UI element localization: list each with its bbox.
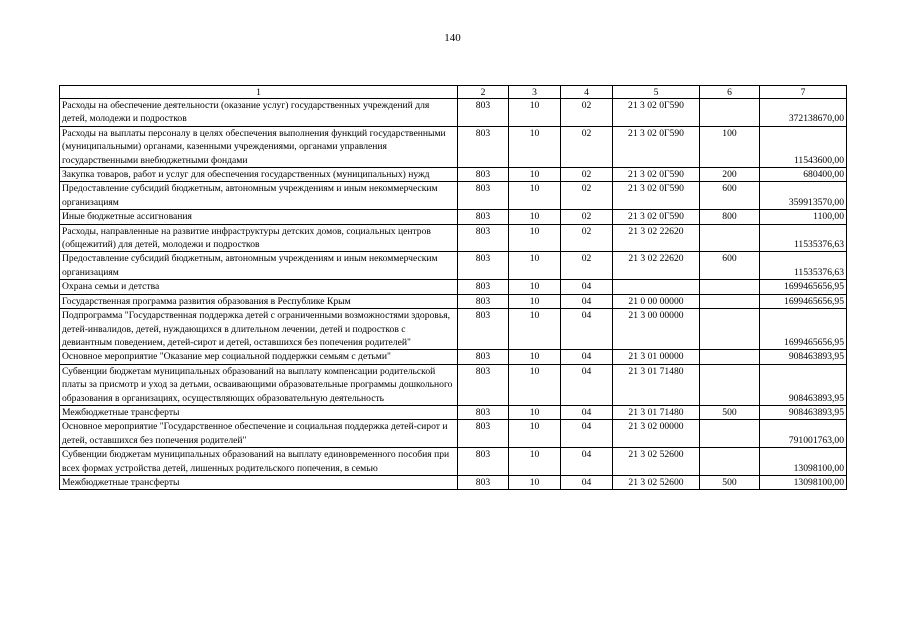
section-code-cell: 10 — [509, 475, 561, 489]
ministry-code-cell: 803 — [458, 224, 509, 252]
amount-cell: 908463893,95 — [760, 405, 847, 419]
section-code-cell: 10 — [509, 405, 561, 419]
section-code-cell: 10 — [509, 210, 561, 224]
ministry-code-cell: 803 — [458, 126, 509, 167]
table-row — [60, 448, 847, 476]
target-item-cell: 21 3 02 0Г590 — [613, 99, 700, 127]
subsection-code-cell: 02 — [561, 224, 613, 252]
ministry-code-cell: 803 — [458, 294, 509, 308]
expense-type-cell — [700, 280, 760, 294]
table-row — [60, 224, 847, 252]
column-header: 7 — [760, 86, 847, 99]
expense-type-cell — [700, 350, 760, 364]
section-code-cell: 10 — [509, 364, 561, 405]
budget-table — [59, 85, 847, 490]
table-row — [60, 420, 847, 448]
expense-name-cell: Охрана семьи и детства — [60, 280, 458, 294]
expense-name-cell: Расходы, направленные на развитие инфраструктуры детских домов, социальных центров (общежитий) для детей, молодежи и подростков — [60, 224, 458, 252]
table-row — [60, 309, 847, 350]
subsection-code-cell: 04 — [561, 364, 613, 405]
section-code-cell: 10 — [509, 99, 561, 127]
expense-name-cell: Государственная программа развития образования в Республике Крым — [60, 294, 458, 308]
ministry-code-cell: 803 — [458, 168, 509, 182]
section-code-cell: 10 — [509, 294, 561, 308]
expense-type-cell — [700, 448, 760, 476]
expense-name-cell: Расходы на обеспечение деятельности (оказание услуг) государственных учреждений для детей, молодежи и подростков — [60, 99, 458, 127]
section-code-cell: 10 — [509, 280, 561, 294]
subsection-code-cell: 02 — [561, 182, 613, 210]
expense-type-cell: 600 — [700, 182, 760, 210]
subsection-code-cell: 04 — [561, 420, 613, 448]
section-code-cell: 10 — [509, 168, 561, 182]
expense-name-cell: Основное мероприятие "Оказание мер социальной поддержки семьям с детьми" — [60, 350, 458, 364]
amount-cell: 1699465656,95 — [760, 309, 847, 350]
expense-type-cell: 100 — [700, 126, 760, 167]
target-item-cell: 21 3 00 00000 — [613, 309, 700, 350]
table-row — [60, 210, 847, 224]
table-row — [60, 405, 847, 419]
amount-cell: 791001763,00 — [760, 420, 847, 448]
ministry-code-cell: 803 — [458, 182, 509, 210]
table-row — [60, 294, 847, 308]
ministry-code-cell: 803 — [458, 309, 509, 350]
table-row — [60, 280, 847, 294]
column-header: 6 — [700, 86, 760, 99]
target-item-cell: 21 3 02 52600 — [613, 475, 700, 489]
ministry-code-cell: 803 — [458, 405, 509, 419]
table-row — [60, 350, 847, 364]
table-row — [60, 364, 847, 405]
amount-cell: 372138670,00 — [760, 99, 847, 127]
ministry-code-cell: 803 — [458, 420, 509, 448]
subsection-code-cell: 04 — [561, 350, 613, 364]
target-item-cell: 21 3 02 22620 — [613, 224, 700, 252]
section-code-cell: 10 — [509, 350, 561, 364]
expense-name-cell: Закупка товаров, работ и услуг для обеспечения государственных (муниципальных) нужд — [60, 168, 458, 182]
target-item-cell: 21 3 01 00000 — [613, 350, 700, 364]
amount-cell: 11535376,63 — [760, 224, 847, 252]
subsection-code-cell: 02 — [561, 168, 613, 182]
expense-name-cell: Субвенции бюджетам муниципальных образований на выплату единовременного пособия при всех формах устройства детей, лишенных родительского попечения, в семью — [60, 448, 458, 476]
ministry-code-cell: 803 — [458, 448, 509, 476]
column-header: 4 — [561, 86, 613, 99]
expense-type-cell: 500 — [700, 405, 760, 419]
ministry-code-cell: 803 — [458, 350, 509, 364]
target-item-cell: 21 3 02 0Г590 — [613, 182, 700, 210]
amount-cell: 1699465656,95 — [760, 280, 847, 294]
table-row — [60, 182, 847, 210]
expense-type-cell — [700, 309, 760, 350]
expense-type-cell — [700, 99, 760, 127]
target-item-cell: 21 3 01 71480 — [613, 364, 700, 405]
expense-name-cell: Межбюджетные трансферты — [60, 475, 458, 489]
target-item-cell: 21 3 02 22620 — [613, 252, 700, 280]
table-row — [60, 126, 847, 167]
column-header: 3 — [509, 86, 561, 99]
expense-type-cell: 800 — [700, 210, 760, 224]
amount-cell: 680400,00 — [760, 168, 847, 182]
table-header-row — [60, 86, 847, 99]
amount-cell: 11535376,63 — [760, 252, 847, 280]
target-item-cell: 21 3 02 0Г590 — [613, 210, 700, 224]
amount-cell: 359913570,00 — [760, 182, 847, 210]
amount-cell: 13098100,00 — [760, 448, 847, 476]
target-item-cell: 21 3 02 00000 — [613, 420, 700, 448]
column-header: 1 — [60, 86, 458, 99]
ministry-code-cell: 803 — [458, 280, 509, 294]
expense-name-cell: Межбюджетные трансферты — [60, 405, 458, 419]
column-header: 5 — [613, 86, 700, 99]
subsection-code-cell: 02 — [561, 210, 613, 224]
amount-cell: 11543600,00 — [760, 126, 847, 167]
section-code-cell: 10 — [509, 309, 561, 350]
ministry-code-cell: 803 — [458, 364, 509, 405]
subsection-code-cell: 02 — [561, 99, 613, 127]
section-code-cell: 10 — [509, 224, 561, 252]
expense-name-cell: Расходы на выплаты персоналу в целях обеспечения выполнения функций государственными (муниципальными) органами, казенными учреждениями, органами управления государственными внебюджетными фондами — [60, 126, 458, 167]
expense-type-cell: 500 — [700, 475, 760, 489]
target-item-cell: 21 3 01 71480 — [613, 405, 700, 419]
expense-name-cell: Иные бюджетные ассигнования — [60, 210, 458, 224]
subsection-code-cell: 04 — [561, 448, 613, 476]
subsection-code-cell: 04 — [561, 294, 613, 308]
expense-name-cell: Субвенции бюджетам муниципальных образований на выплату компенсации родительской платы за присмотр и уход за детьми, осваивающими образовательные программы дошкольного образования в организациях, осуществляющих образовательную деятельность — [60, 364, 458, 405]
subsection-code-cell: 04 — [561, 309, 613, 350]
expense-type-cell — [700, 294, 760, 308]
table-row — [60, 99, 847, 127]
expense-type-cell — [700, 224, 760, 252]
expense-name-cell: Предоставление субсидий бюджетным, автономным учреждениям и иным некоммерческим организациям — [60, 182, 458, 210]
target-item-cell: 21 3 02 52600 — [613, 448, 700, 476]
subsection-code-cell: 02 — [561, 126, 613, 167]
amount-cell: 1699465656,95 — [760, 294, 847, 308]
section-code-cell: 10 — [509, 448, 561, 476]
target-item-cell: 21 0 00 00000 — [613, 294, 700, 308]
section-code-cell: 10 — [509, 420, 561, 448]
subsection-code-cell: 04 — [561, 475, 613, 489]
expense-name-cell: Подпрограмма "Государственная поддержка детей с ограниченными возможностями здоровья, детей-инвалидов, детей, нуждающихся в длительном лечении, детей и подростков с девиантным поведением, детей-сирот и детей, оставшихся без попечения родителей" — [60, 309, 458, 350]
table-row — [60, 252, 847, 280]
expense-type-cell: 200 — [700, 168, 760, 182]
expense-name-cell: Основное мероприятие "Государственное обеспечение и социальная поддержка детей-сирот и детей, оставшихся без попечения родителей" — [60, 420, 458, 448]
ministry-code-cell: 803 — [458, 475, 509, 489]
column-header: 2 — [458, 86, 509, 99]
ministry-code-cell: 803 — [458, 210, 509, 224]
subsection-code-cell: 02 — [561, 252, 613, 280]
page-number: 140 — [444, 32, 461, 44]
target-item-cell — [613, 280, 700, 294]
target-item-cell: 21 3 02 0Г590 — [613, 126, 700, 167]
expense-name-cell: Предоставление субсидий бюджетным, автономным учреждениям и иным некоммерческим организациям — [60, 252, 458, 280]
subsection-code-cell: 04 — [561, 405, 613, 419]
table-row — [60, 475, 847, 489]
section-code-cell: 10 — [509, 252, 561, 280]
section-code-cell: 10 — [509, 182, 561, 210]
amount-cell: 908463893,95 — [760, 364, 847, 405]
ministry-code-cell: 803 — [458, 99, 509, 127]
amount-cell: 13098100,00 — [760, 475, 847, 489]
amount-cell: 908463893,95 — [760, 350, 847, 364]
target-item-cell: 21 3 02 0Г590 — [613, 168, 700, 182]
expense-type-cell — [700, 364, 760, 405]
section-code-cell: 10 — [509, 126, 561, 167]
amount-cell: 1100,00 — [760, 210, 847, 224]
subsection-code-cell: 04 — [561, 280, 613, 294]
ministry-code-cell: 803 — [458, 252, 509, 280]
expense-type-cell — [700, 420, 760, 448]
expense-type-cell: 600 — [700, 252, 760, 280]
table-row — [60, 168, 847, 182]
